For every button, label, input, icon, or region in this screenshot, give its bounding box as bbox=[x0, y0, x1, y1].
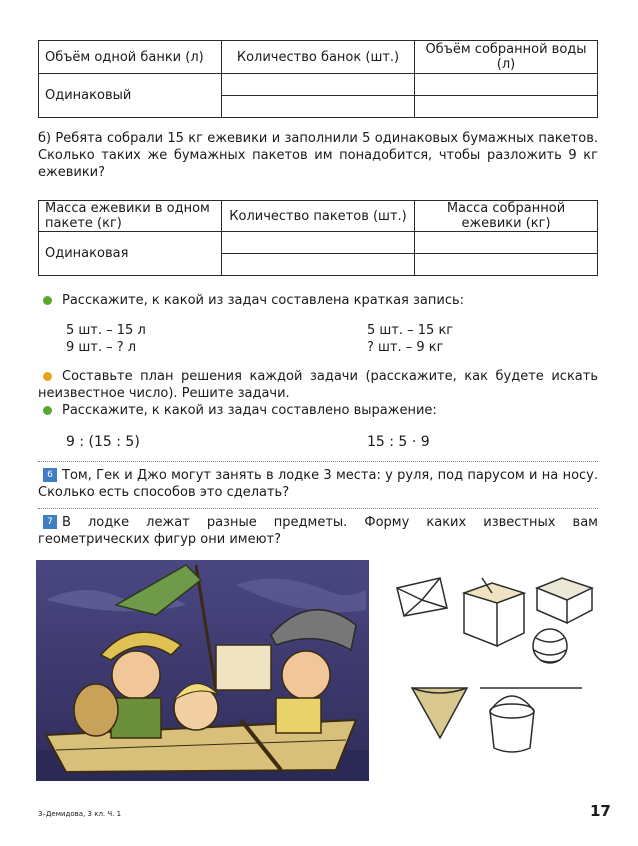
short-note-right-1: 5 шт. – 15 кг bbox=[367, 323, 454, 338]
table1-header-count: Количество банок (шт.) bbox=[222, 41, 415, 74]
short-note-left-2: 9 шт. – ? л bbox=[66, 340, 137, 355]
table2-row-label: Одинаковая bbox=[39, 232, 222, 276]
table2-empty-cell bbox=[222, 254, 415, 276]
page-number: 17 bbox=[590, 802, 611, 820]
envelope-icon bbox=[397, 578, 447, 616]
table1-empty-cell bbox=[415, 96, 598, 118]
table1-empty-cell bbox=[222, 96, 415, 118]
table2-header-count: Количество пакетов (шт.) bbox=[222, 201, 415, 232]
task-b-text: б) Ребята собрали 15 кг ежевики и заполнили 5 одинаковых бумажных пакетов. Сколько таких же бумажных пакетов им понадобится, чтобы разложить 9 кг ежевики? bbox=[38, 131, 598, 180]
box-icon bbox=[464, 578, 524, 646]
green-bullet-icon bbox=[43, 406, 52, 415]
table1-row-label: Одинаковый bbox=[39, 74, 222, 118]
expression-left: 9 : (15 : 5) bbox=[66, 434, 140, 450]
short-note-left-1: 5 шт. – 15 л bbox=[66, 323, 146, 338]
table1-empty-cell bbox=[222, 74, 415, 96]
task-6-badge: 6 bbox=[43, 468, 57, 482]
blackberry-table bbox=[38, 200, 598, 276]
water-table bbox=[38, 40, 598, 118]
task-7-badge: 7 bbox=[43, 515, 57, 529]
prompt-short-note: Расскажите, к какой из задач составлена краткая запись: bbox=[62, 293, 465, 308]
net-icon bbox=[412, 688, 467, 738]
table2-header-total: Масса собранной ежевики (кг) bbox=[415, 201, 598, 232]
table2-empty-cell bbox=[415, 254, 598, 276]
table1-header-volume: Объём одной банки (л) bbox=[39, 41, 222, 74]
brick-icon bbox=[537, 578, 592, 623]
prompt-plan: Составьте план решения каждой задачи (расскажите, как будете искать неизвестное число). Решите задачи. bbox=[38, 369, 598, 401]
green-bullet-icon bbox=[43, 296, 52, 305]
prompt-expression: Расскажите, к какой из задач составлено выражение: bbox=[62, 403, 437, 418]
divider bbox=[38, 508, 598, 509]
table1-empty-cell bbox=[415, 74, 598, 96]
task-7-text: В лодке лежат разные предметы. Форму каких известных вам геометрических фигур они имеют? bbox=[38, 515, 598, 547]
bucket-icon bbox=[490, 696, 534, 752]
short-note-right-2: ? шт. – 9 кг bbox=[367, 340, 444, 355]
table2-header-mass: Масса ежевики в одном пакете (кг) bbox=[39, 201, 222, 232]
task-6-text: Том, Гек и Джо могут занять в лодке 3 места: у руля, под парусом и на носу. Сколько есть способов это сделать? bbox=[38, 468, 598, 500]
geometric-objects-sketch bbox=[392, 568, 604, 768]
divider bbox=[38, 461, 598, 462]
footer-source: 3–Демидова, 3 кл. Ч. 1 bbox=[38, 810, 122, 818]
table2-empty-cell bbox=[415, 232, 598, 254]
table2-empty-cell bbox=[222, 232, 415, 254]
boat-illustration bbox=[36, 560, 369, 781]
ball-icon bbox=[533, 629, 567, 663]
expression-right: 15 : 5 · 9 bbox=[367, 434, 430, 450]
table1-header-total: Объём собранной воды (л) bbox=[415, 41, 598, 74]
